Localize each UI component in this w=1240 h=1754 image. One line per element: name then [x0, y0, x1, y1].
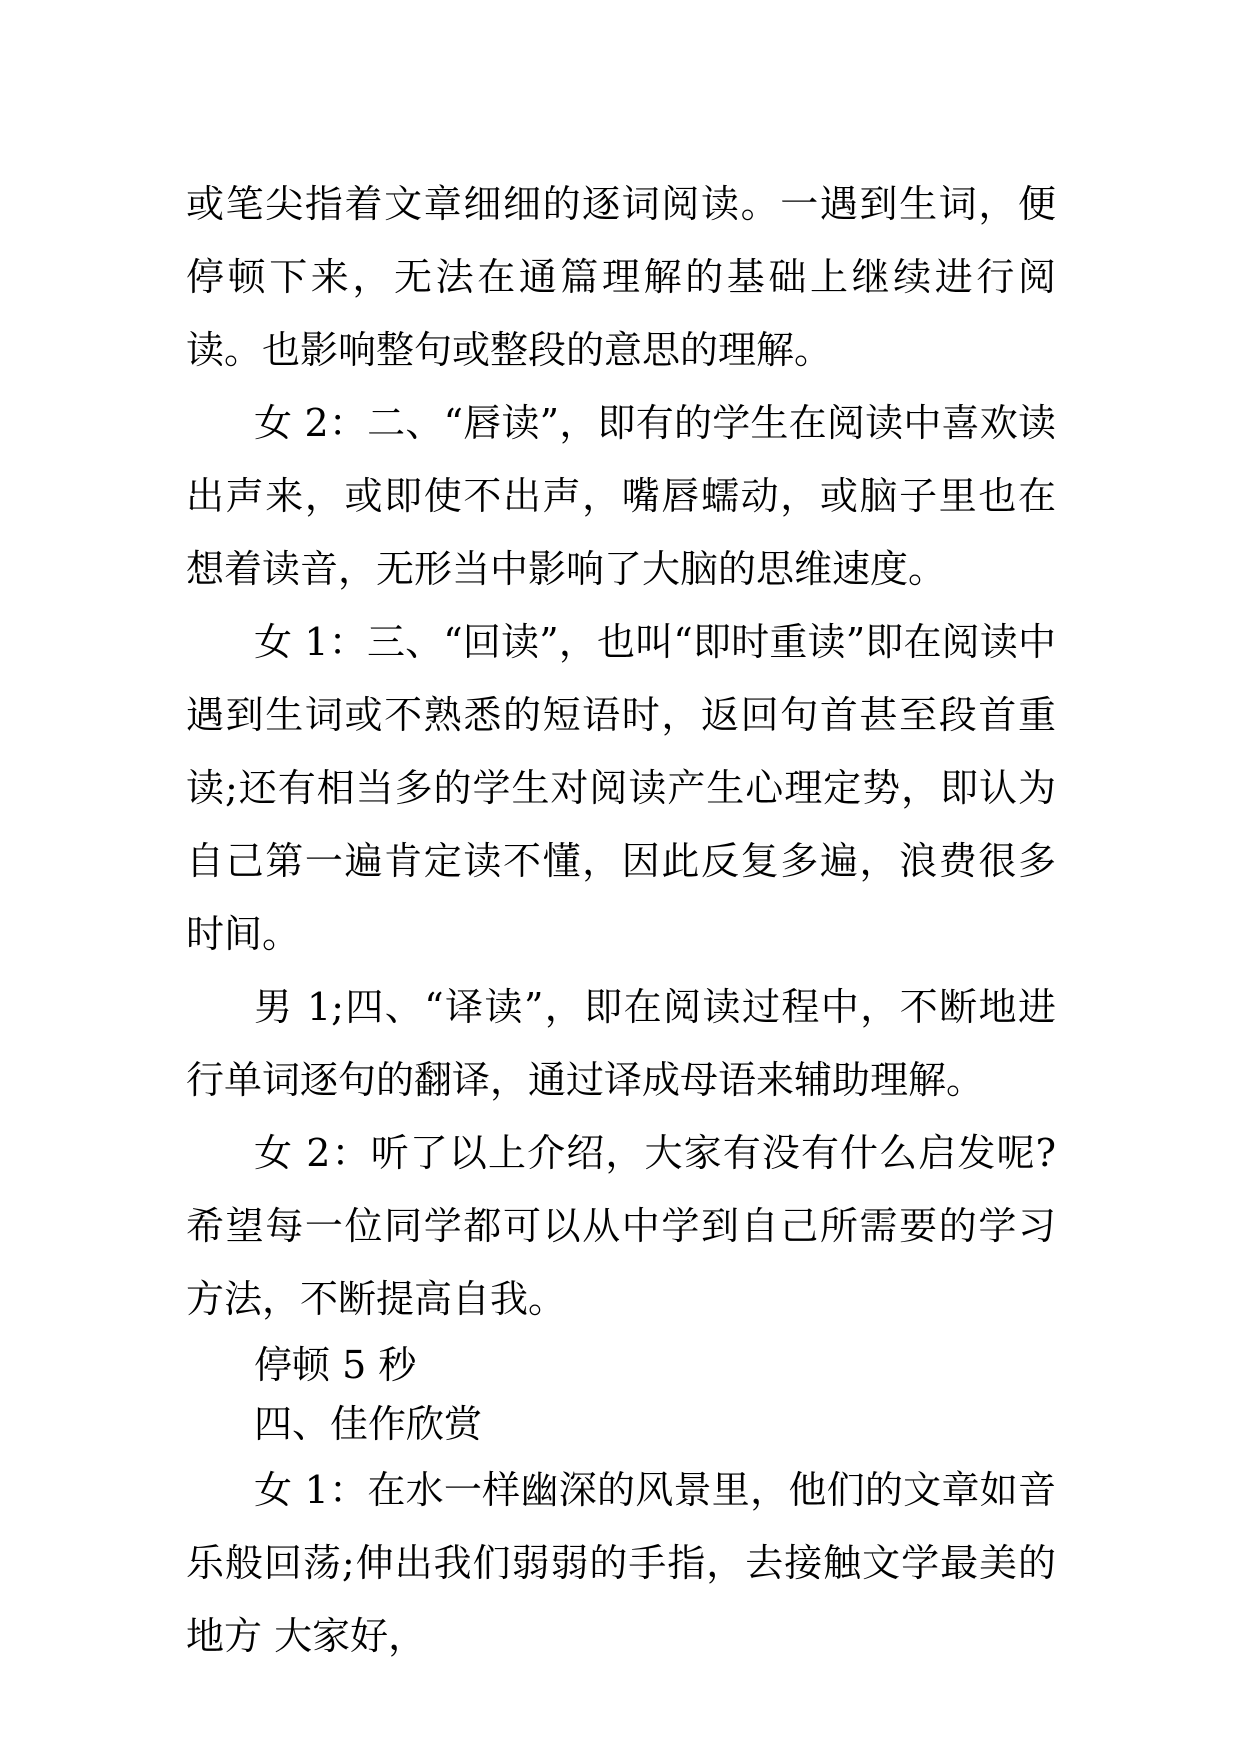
paragraph-lip-reading: 女 2：二、“唇读”，即有的学生在阅读中喜欢读出声来，或即使不出声，嘴唇蠕动，或脑子里也在想着读音，无形当中影响了大脑的思维速度。	[186, 401, 1056, 591]
paragraph-translation-reading: 男 1;四、“译读”，即在阅读过程中，不断地进行单词逐句的翻译，通过译成母语来辅助理解。	[186, 985, 1056, 1102]
section-heading: 四、佳作欣赏	[254, 1402, 483, 1446]
paragraph-inspiration: 女 2：听了以上介绍，大家有没有什么启发呢?希望每一位同学都可以从中学到自己所需要的学习方法，不断提高自我。	[186, 1131, 1056, 1321]
paragraph-pause-note: 停顿 5 秒	[254, 1343, 417, 1387]
paragraph-appreciation-intro: 女 1：在水一样幽深的风景里，他们的文章如音乐般回荡;伸出我们弱弱的手指，去接触文学最美的地方 大家好，	[186, 1468, 1056, 1658]
paragraph-regression-reading: 女 1：三、“回读”，也叫“即时重读”即在阅读中遇到生词或不熟悉的短语时，返回句首甚至段首重读;还有相当多的学生对阅读产生心理定势，即认为自己第一遍肯定读不懂，因此反复多遍，浪费很多时间。	[186, 620, 1056, 956]
document-body	[186, 168, 1056, 1673]
paragraph-continuation: 或笔尖指着文章细细的逐词阅读。一遇到生词，便停顿下来，无法在通篇理解的基础上继续进行阅读。也影响整句或整段的意思的理解。	[186, 182, 1056, 372]
